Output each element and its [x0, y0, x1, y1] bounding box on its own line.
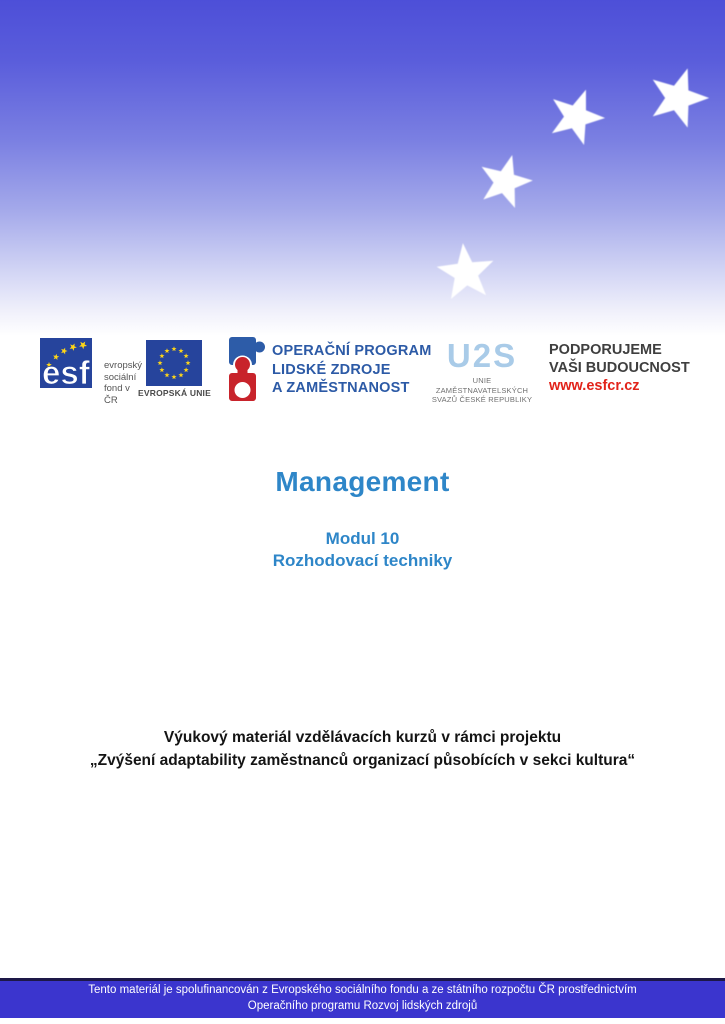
esf-logo — [40, 338, 143, 407]
oplzz-wordmark — [272, 342, 432, 398]
esf-caption-line: evropský — [104, 360, 143, 371]
esfcr-link[interactable]: www.esfcr.cz — [549, 378, 640, 394]
star-icon — [542, 80, 612, 148]
uzs-caption — [428, 376, 536, 405]
eu-flag-caption: EVROPSKÁ UNIE — [138, 388, 211, 398]
esf-caption-line: sociální — [104, 371, 137, 383]
support-slogan-line: PODPORUJEME — [549, 342, 662, 358]
oplzz-puzzle-icon — [229, 337, 267, 403]
project-description-line: „Zvýšení adaptability zaměstnanců organizací působících v sekci kultura“ — [89, 752, 636, 769]
eu-flag-icon — [146, 340, 202, 386]
oplzz-line: OPERAČNÍ PROGRAM — [272, 343, 432, 359]
page-title: Management — [275, 466, 450, 497]
star-icon — [474, 148, 538, 210]
esf-caption-line: fond v ČR — [104, 383, 130, 406]
module-subtitle — [0, 528, 725, 572]
esf-wordmark: esf — [42, 354, 90, 391]
uzs-wordmark: U2S — [446, 337, 518, 374]
esf-caption — [104, 360, 142, 406]
funding-footer-line: Tento materiál je spolufinancován z Evropského sociálního fondu a ze státního rozpočtu ČR prostřednictvím — [88, 984, 637, 996]
module-name: Rozhodovací techniky — [272, 551, 453, 570]
funding-footer-line: Operačního programu Rozvoj lidských zdrojů — [247, 999, 478, 1012]
esf-logo-icon — [40, 338, 98, 402]
star-icon — [642, 59, 716, 131]
star-icon — [434, 240, 496, 300]
oplzz-line: A ZAMĚSTNANOST — [272, 380, 410, 396]
hero-banner — [0, 0, 725, 336]
project-description-line: Výukový materiál vzdělávacích kurzů v rámci projektu — [163, 729, 562, 746]
funding-footer — [0, 978, 725, 1018]
support-slogan-line: VAŠI BUDOUCNOST — [549, 360, 690, 376]
uzs-logo — [428, 338, 536, 405]
logo-band — [0, 336, 725, 408]
eu-stars-arc — [0, 0, 725, 336]
uzs-caption-line: SVAZŮ ČESKÉ REPUBLIKY — [431, 395, 533, 404]
module-number: Modul 10 — [325, 529, 400, 548]
uzs-caption-line: UNIE ZAMĚSTNAVATELSKÝCH — [435, 376, 529, 395]
eu-flag-logo — [138, 340, 211, 398]
support-block — [549, 341, 690, 395]
oplzz-line: LIDSKÉ ZDROJE — [272, 361, 391, 378]
project-description — [0, 726, 725, 772]
